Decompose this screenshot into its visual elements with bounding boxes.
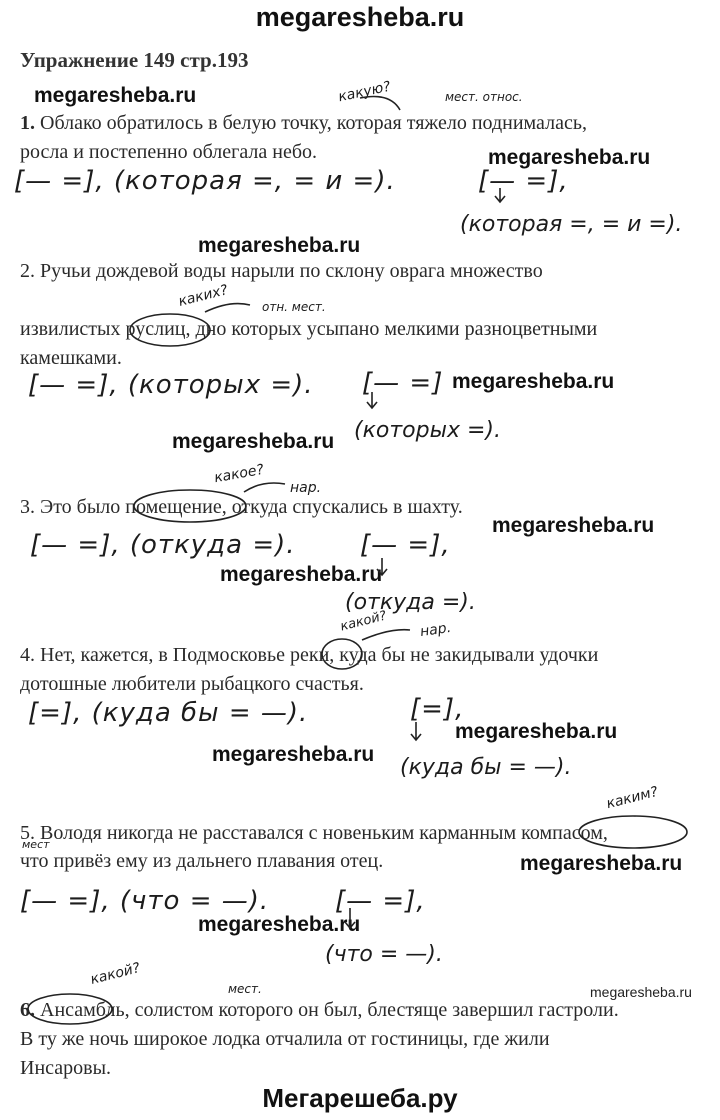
sentence-6-line-3: Инсаровы. — [20, 1057, 112, 1079]
handwritten-schema: [— =] — [362, 368, 444, 398]
handwritten-schema: [— =], (что = —). — [20, 886, 270, 916]
watermark: megaresheba.ru — [520, 852, 683, 875]
sentence-1-line-2: росла и постепенно облегала небо. — [20, 141, 318, 163]
watermark: megaresheba.ru — [212, 743, 375, 766]
watermark: megaresheba.ru — [220, 563, 383, 586]
handwritten-schema: [=], — [410, 694, 465, 724]
handwritten-note: нар. — [419, 619, 453, 641]
sentence-2-line-2: извилистых руслиц, дно которых усыпано мелкими разноцветными — [20, 318, 598, 340]
handwritten-schema: [— =], — [360, 530, 451, 560]
arrow-mark — [244, 483, 285, 492]
sentence-2-line-1: 2. Ручьи дождевой воды нарыли по склону оврага множество — [20, 260, 543, 282]
exercise-title: Упражнение 149 стр.193 — [20, 48, 249, 72]
watermark: megaresheba.ru — [198, 234, 361, 257]
arrow-mark — [411, 722, 421, 740]
sentence-5-line-2: что привёз ему из дальнего плавания отец. — [20, 850, 384, 872]
handwritten-schema: (которых =). — [354, 418, 501, 443]
handwritten-schema: [— =], (которых =). — [28, 370, 314, 400]
watermark: megaresheba.ru — [198, 913, 361, 936]
sentence-6-line-1: 6. Ансамбль, солистом которого он был, блестяще завершил гастроли. — [20, 999, 619, 1021]
sentence-1-line-1: 1. Облако обратилось в белую точку, которая тяжело поднималась, — [20, 112, 587, 134]
handwritten-note: мест — [22, 838, 50, 851]
watermark: megaresheba.ru — [455, 720, 618, 743]
handwritten-note: мест. — [228, 982, 262, 996]
sentence-4-line-2: дотошные любители рыбацкого счастья. — [20, 673, 364, 695]
watermark: megaresheba.ru — [172, 430, 335, 453]
watermark: megaresheba.ru — [492, 514, 655, 537]
handwritten-question: какой? — [338, 608, 389, 635]
handwritten-schema: (которая =, = и =). — [460, 212, 683, 237]
arrow-mark — [362, 630, 410, 640]
handwritten-schema: [=], (куда бы = —). — [28, 698, 309, 728]
handwritten-question: какую? — [336, 78, 393, 106]
sentence-2-line-3: камешками. — [20, 347, 122, 369]
site-header[interactable]: megaresheba.ru — [255, 2, 465, 32]
sentence-4-line-1: 4. Нет, кажется, в Подмосковье реки, куда бы не закидывали удочки — [20, 644, 599, 666]
watermark-small: megaresheba.ru — [590, 984, 692, 1000]
handwritten-note: нар. — [290, 480, 322, 496]
site-footer[interactable]: Мегарешеба.ру — [262, 1083, 458, 1113]
handwritten-schema: (откуда =). — [345, 590, 476, 615]
sentence-5-line-1: 5. Володя никогда не расставался с новеньким карманным компасом, — [20, 822, 608, 844]
handwritten-schema: (что = —). — [325, 942, 443, 967]
handwritten-question: какое? — [212, 461, 266, 487]
handwritten-question: какой? — [88, 960, 142, 988]
watermark: megaresheba.ru — [452, 370, 615, 393]
watermark: megaresheba.ru — [34, 84, 197, 107]
handwritten-note: отн. мест. — [262, 300, 326, 314]
watermark: megaresheba.ru — [488, 146, 651, 169]
handwritten-schema: (куда бы = —). — [400, 755, 572, 780]
handwritten-schema: [— =], — [478, 166, 569, 196]
handwritten-question: каких? — [176, 282, 230, 310]
handwritten-question: каким? — [604, 783, 660, 813]
arrow-mark — [205, 304, 250, 312]
sentence-3: 3. Это было помещение, откуда спускались в шахту. — [20, 496, 463, 518]
handwritten-schema: [— =], (откуда =). — [30, 530, 296, 560]
handwritten-schema: [— =], — [335, 886, 426, 916]
sentence-6-line-2: В ту же ночь широкое лодка отчалила от гостиницы, где жили — [20, 1028, 550, 1050]
handwritten-schema: [— =], (которая =, = и =). — [14, 166, 396, 196]
handwritten-note: мест. относ. — [445, 90, 523, 104]
